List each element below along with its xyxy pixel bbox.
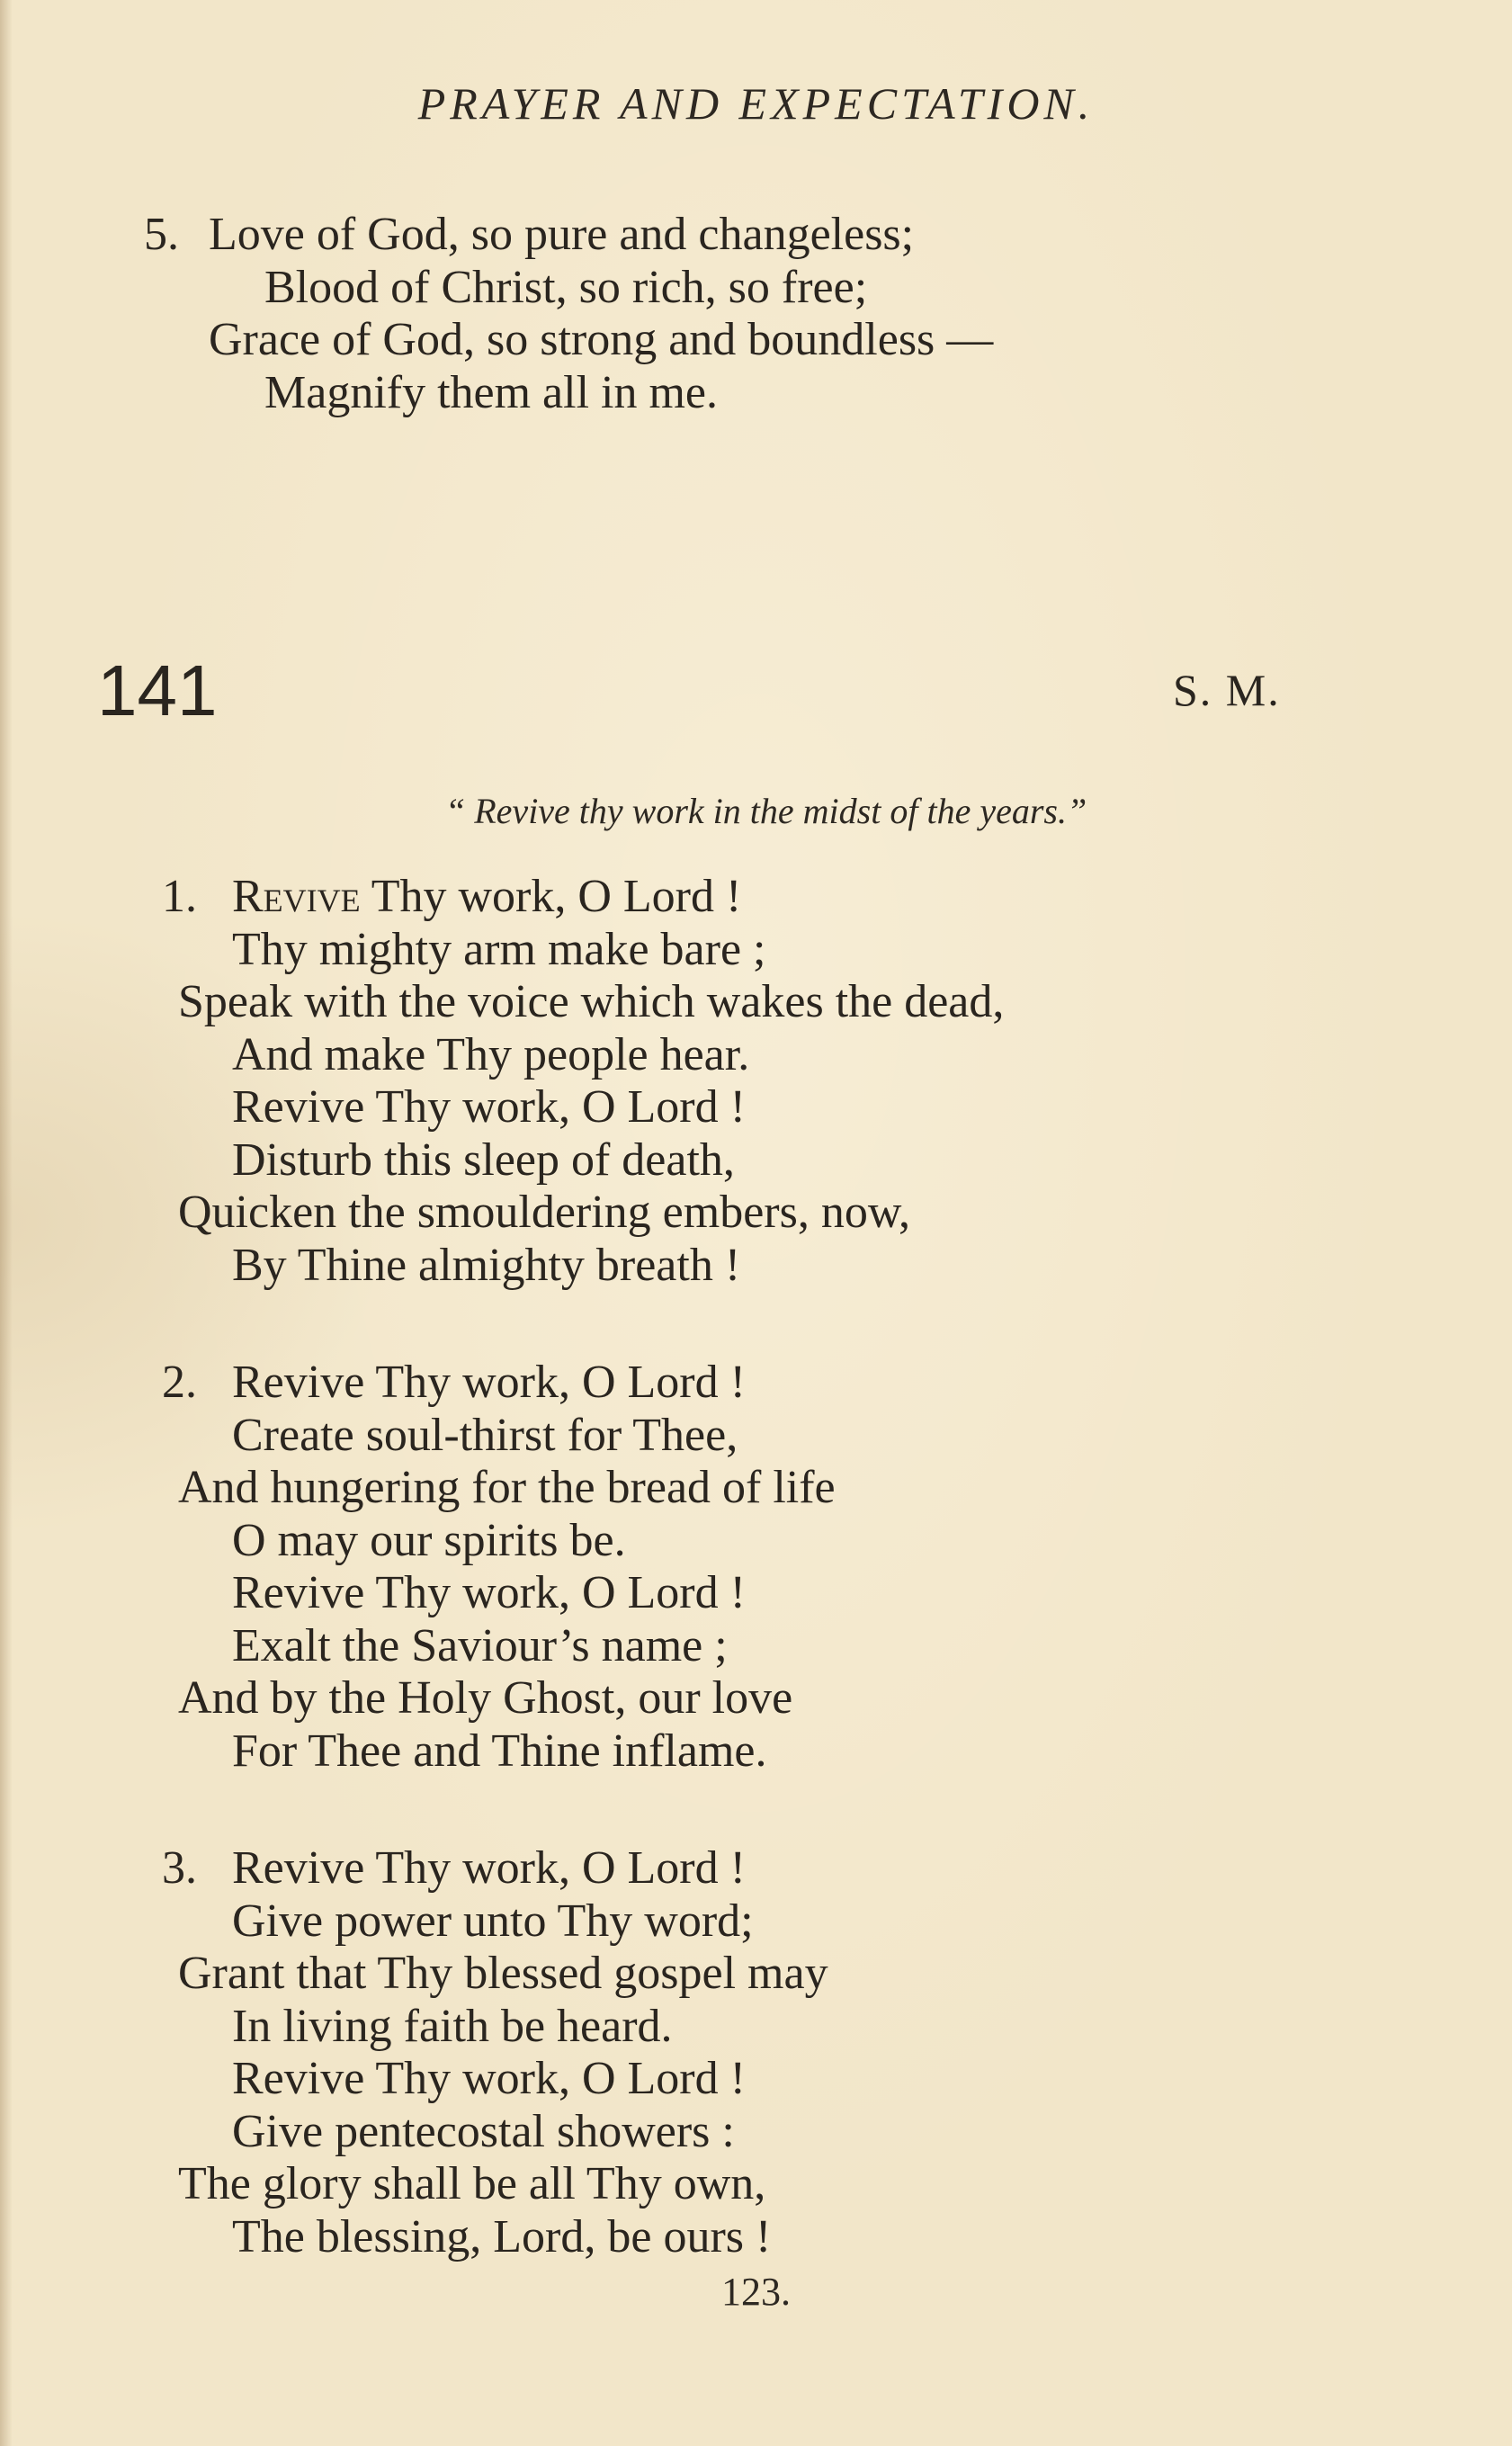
stanza-line bbox=[162, 1081, 1331, 1134]
running-head: PRAYER AND EXPECTATION. bbox=[417, 78, 1095, 129]
prev-stanza bbox=[144, 209, 1313, 419]
line-text: Love of God, so pure and changeless; bbox=[209, 209, 915, 260]
stanza-line bbox=[162, 1515, 1331, 1568]
line-text: Give power unto Thy word; bbox=[232, 1895, 754, 1947]
stanza-line bbox=[162, 2106, 1331, 2159]
line-text: Revive Thy work, O Lord ! bbox=[232, 1357, 746, 1408]
line-text bbox=[232, 871, 741, 924]
stanza-line bbox=[162, 1895, 1331, 1949]
stanza-line bbox=[162, 1029, 1331, 1082]
stanza-line bbox=[162, 1134, 1331, 1187]
line-text: Speak with the voice which wakes the dead, bbox=[178, 976, 1005, 1027]
line-text: Magnify them all in me. bbox=[264, 366, 719, 418]
stanza-line bbox=[162, 1410, 1331, 1463]
stanza-line bbox=[144, 262, 1313, 315]
stanza-line bbox=[162, 871, 1331, 924]
hymn-meter: S. M. bbox=[1173, 665, 1281, 715]
line-text: O may our spirits be. bbox=[232, 1514, 626, 1566]
stanza-line bbox=[162, 1948, 1331, 2001]
stanza-line bbox=[162, 1620, 1331, 1673]
stanza-number: 1. bbox=[162, 871, 197, 922]
line-text: Create soul-thirst for Thee, bbox=[232, 1409, 738, 1461]
line-text: Exalt the Saviour’s name ; bbox=[232, 1619, 728, 1671]
stanza-3 bbox=[162, 1842, 1331, 2263]
stanza-number: 3. bbox=[162, 1842, 197, 1894]
stanza-line bbox=[162, 2053, 1331, 2106]
line-text: For Thee and Thine inflame. bbox=[232, 1725, 767, 1777]
line-text: And make Thy people hear. bbox=[232, 1028, 750, 1080]
line-text: Revive Thy work, O Lord ! bbox=[232, 1842, 746, 1894]
stanza-2 bbox=[162, 1357, 1331, 1778]
stanza-line bbox=[162, 2211, 1331, 2264]
stanza-line bbox=[162, 1842, 1331, 1895]
line-text: And hungering for the bread of life bbox=[178, 1462, 836, 1513]
stanza-line bbox=[144, 209, 1313, 262]
stanza-number: 2. bbox=[162, 1357, 197, 1408]
stanza-line bbox=[162, 1462, 1331, 1515]
line-text: Quicken the smouldering embers, now, bbox=[178, 1187, 910, 1238]
line-text: Grant that Thy blessed gospel may bbox=[178, 1948, 828, 1999]
stanza-line bbox=[162, 2001, 1331, 2054]
line-text: And by the Holy Ghost, our love bbox=[178, 1672, 793, 1724]
line-text: By Thine almighty breath ! bbox=[232, 1239, 741, 1291]
line-text: The glory shall be all Thy own, bbox=[178, 2158, 766, 2209]
hymn-number: 141 bbox=[97, 650, 218, 730]
stanza-line bbox=[162, 1725, 1331, 1779]
stanza-number: 5. bbox=[144, 209, 179, 260]
stanza-line bbox=[162, 1240, 1331, 1293]
stanza-line bbox=[162, 976, 1331, 1029]
stanza-line bbox=[144, 314, 1313, 367]
line-text: Blood of Christ, so rich, so free; bbox=[264, 261, 868, 313]
line-text: Grace of God, so strong and boundless — bbox=[209, 314, 994, 365]
stanza-line bbox=[162, 1357, 1331, 1410]
line-text: Revive Thy work, O Lord ! bbox=[232, 2053, 746, 2104]
line-text: Thy mighty arm make bare ; bbox=[232, 923, 766, 975]
line-text: The blessing, Lord, be ours ! bbox=[232, 2210, 772, 2262]
stanza-line bbox=[162, 924, 1331, 977]
stanza-line bbox=[162, 1187, 1331, 1240]
line-text: Revive Thy work, O Lord ! bbox=[232, 1567, 746, 1618]
line-text: Disturb this sleep of death, bbox=[232, 1133, 735, 1186]
page-edge-shadow bbox=[0, 0, 13, 2446]
line-text: Give pentecostal showers : bbox=[232, 2105, 735, 2157]
page-number: 123. bbox=[721, 2270, 791, 2314]
first-word: Revive bbox=[232, 871, 361, 922]
first-line-rest: Thy work, O Lord ! bbox=[360, 871, 742, 922]
line-text: Revive Thy work, O Lord ! bbox=[232, 1081, 746, 1133]
stanza-line bbox=[162, 2158, 1331, 2211]
epigraph: “ Revive thy work in the midst of the years.” bbox=[445, 791, 1087, 831]
stanza-1 bbox=[162, 871, 1331, 1292]
stanza-line bbox=[162, 1567, 1331, 1620]
stanza-line bbox=[162, 1672, 1331, 1725]
stanza-line bbox=[144, 367, 1313, 420]
line-text: In living faith be heard. bbox=[232, 2000, 673, 2052]
